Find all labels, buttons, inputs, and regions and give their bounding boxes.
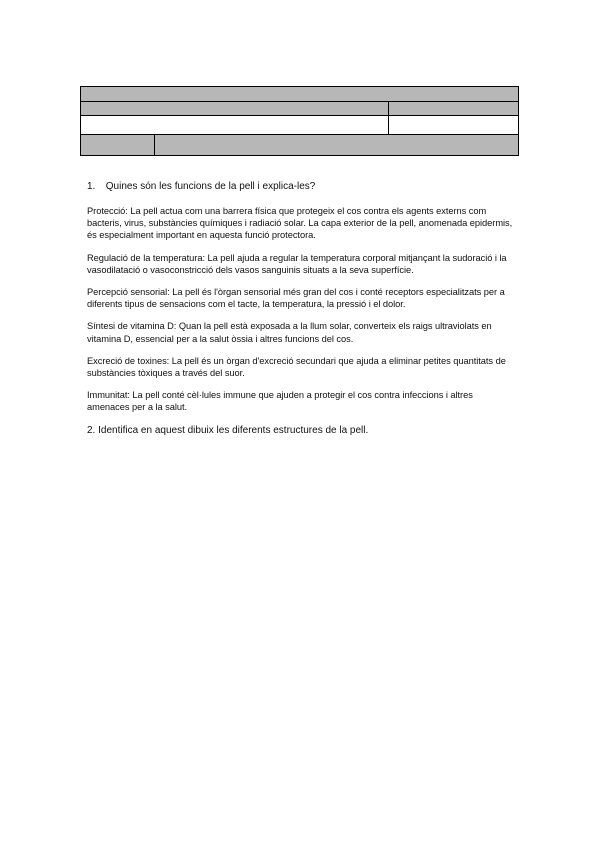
header-row-bottom	[81, 135, 519, 156]
header-label-cell-left	[81, 102, 389, 116]
header-row-labels	[81, 102, 519, 116]
header-field-cell-left[interactable]	[81, 116, 389, 135]
paragraph-immunitat: Immunitat: La pell conté cèl·lules immune que ajuden a protegir el cos contra infeccions i altres amenaces per a la salut.	[87, 390, 473, 413]
header-row-title	[81, 87, 519, 102]
header-label-cell-right	[389, 102, 519, 116]
header-bottom-value-cell	[155, 135, 519, 156]
paragraph-proteccio: Protecció: La pell actua com una barrera física que protegeix el cos contra els agents externs com bacteris, virus, substàncies químiques i radiació solar. La capa exterior de la pell, anomenada epidermis, és especialment important en aquesta funció protectora.	[87, 206, 513, 241]
document-body	[87, 180, 517, 437]
paragraph-excrecio-toxines: Excreció de toxines: La pell és un òrgan d'excreció secundari que ajuda a eliminar petites quantitats de substàncies tòxiques a través del suor.	[87, 355, 506, 379]
question-1-number: 1.	[87, 181, 96, 192]
paragraph-sintesi-vitamina-d: Síntesi de vitamina D: Quan la pell està exposada a la llum solar, converteix els raigs ultraviolats en vitamina D, essencial per a la salut òssia i altres funcions del cos.	[87, 321, 492, 344]
header-row-fields	[81, 116, 519, 135]
header-title-cell	[81, 87, 519, 102]
question-1-text: Quines són les funcions de la pell i explica-les?	[105, 181, 316, 192]
paragraph-percepcio-sensorial: Percepció sensorial: La pell és l'òrgan sensorial més gran del cos i conté receptors especialitzats per a diferents tipus de sensacions com el tacte, la temperatura, la pressió i el dolor.	[87, 287, 505, 310]
question-1	[87, 180, 517, 193]
paragraph-regulacio-temperatura: Regulació de la temperatura: La pell ajuda a regular la temperatura corporal mitjançant la sudoració i la vasodilatació o vasoconstricció dels vasos sanguinis situats a la seva superfície.	[87, 252, 507, 275]
question-2: 2. Identifica en aquest dibuix les diferents estructures de la pell.	[87, 424, 369, 436]
header-form-table	[80, 86, 519, 156]
header-field-cell-right[interactable]	[389, 116, 519, 135]
header-bottom-label-cell	[81, 135, 155, 156]
